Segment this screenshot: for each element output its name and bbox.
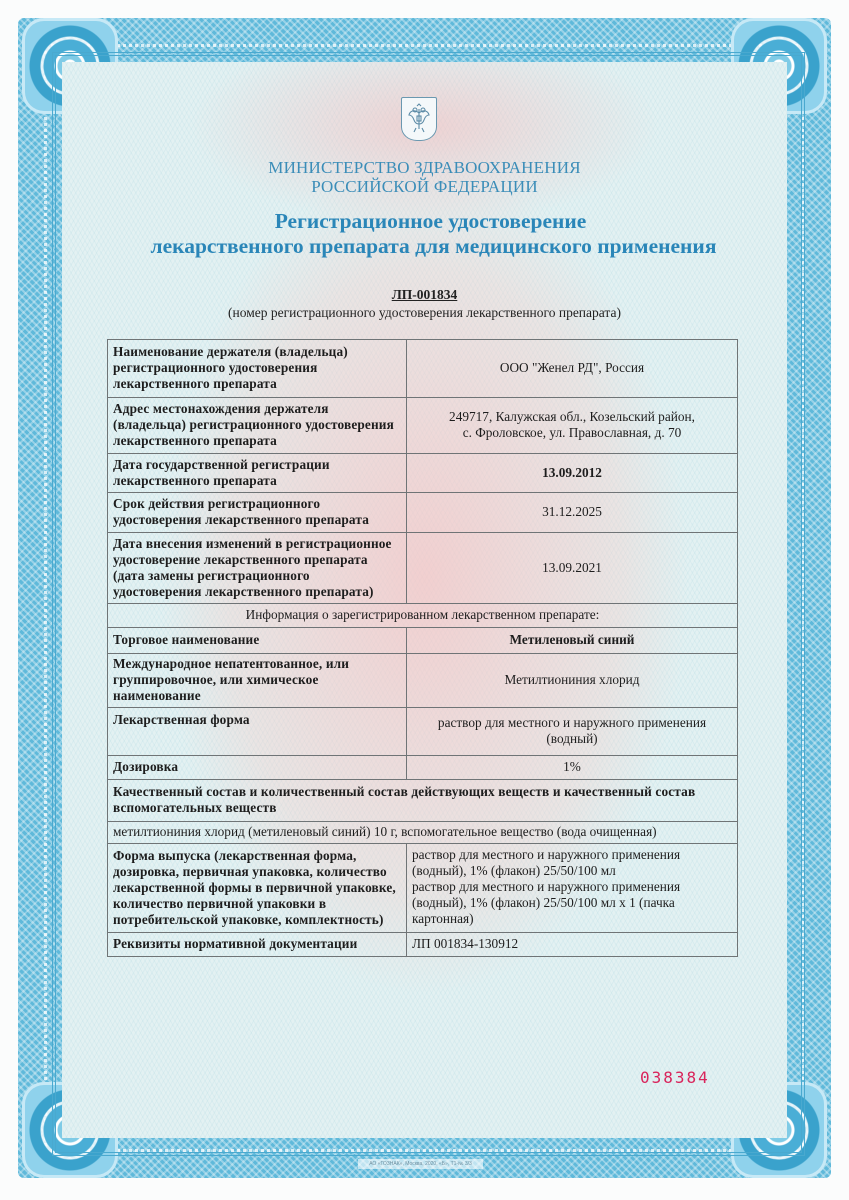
- validity-label: Срок действия регистрационного удостоверения лекарственного препарата: [108, 493, 407, 533]
- table-row-holder-name: [108, 340, 738, 398]
- dosage-form-line1: раствор для местного и наружного применения: [437, 715, 707, 730]
- release-form-value: [407, 844, 738, 933]
- table-row-dosage: [108, 756, 738, 780]
- release-form-line1: раствор для местного и наружного применения (водный), 1% (флакон) 25/50/100 мл: [412, 847, 681, 878]
- coat-of-arms-icon: [401, 97, 437, 141]
- table-row-registration-date: [108, 454, 738, 493]
- table-row-dosage-form: [108, 708, 738, 756]
- table-row-normative-doc: [108, 933, 738, 957]
- table-row-holder-address: [108, 398, 738, 454]
- dosage-label: Дозировка: [108, 756, 407, 780]
- dosage-value: 1%: [407, 756, 738, 780]
- registration-date-label: Дата государственной регистрации лекарственного препарата: [108, 454, 407, 493]
- ministry-name-line2: РОССИЙСКОЙ ФЕДЕРАЦИИ: [311, 177, 538, 196]
- holder-address-line1: 249717, Калужская обл., Козельский район,: [449, 409, 695, 424]
- composition-value: метилтиониния хлорид (метиленовый синий) 10 г, вспомогательное вещество (вода очищенная): [108, 822, 738, 844]
- trade-name-label: Торговое наименование: [108, 628, 407, 654]
- table-row-composition-header: [108, 780, 738, 822]
- inn-label: Международное непатентованное, или группировочное, или химическое наименование: [108, 654, 407, 708]
- table-row-info-header: [108, 604, 738, 628]
- ministry-name-line1: МИНИСТЕРСТВО ЗДРАВООХРАНЕНИЯ: [268, 158, 581, 177]
- table-row-composition-value: [108, 822, 738, 844]
- table-row-trade-name: [108, 628, 738, 654]
- certificate-table: [107, 339, 738, 957]
- table-row-validity: [108, 493, 738, 533]
- table-row-change-date: [108, 533, 738, 604]
- composition-label: Качественный состав и количественный состав действующих веществ и качественный состав вспомогательных веществ: [108, 780, 738, 822]
- registration-number: ЛП-001834: [391, 287, 458, 302]
- change-date-value: 13.09.2021: [407, 533, 738, 604]
- dosage-form-line2: (водный): [546, 731, 598, 746]
- document-title-line2: лекарственного препарата для медицинского применения: [150, 234, 717, 258]
- table-row-release-form: [108, 844, 738, 933]
- registration-number-caption: (номер регистрационного удостоверения лекарственного препарата): [228, 305, 621, 320]
- holder-name-value: ООО "Женел РД", Россия: [407, 340, 738, 398]
- trade-name-value: Метиленовый синий: [407, 628, 738, 654]
- holder-address-label: Адрес местонахождения держателя (владельца) регистрационного удостоверения лекарственного препарата: [108, 398, 407, 454]
- normative-doc-label: Реквизиты нормативной документации: [108, 933, 407, 957]
- change-date-label: Дата внесения изменений в регистрационное удостоверение лекарственного препарата (дата замены регистрационного удостоверения лекарственного препарата): [108, 533, 407, 604]
- registration-date-value: 13.09.2012: [407, 454, 738, 493]
- table-row-inn: [108, 654, 738, 708]
- info-section-header: Информация о зарегистрированном лекарственном препарате:: [108, 604, 738, 628]
- double-headed-eagle-icon: [406, 103, 432, 135]
- printer-imprint: АО «ГОЗНАК», Москва, 2020, «Б», Т1-№ 3/3: [358, 1159, 483, 1169]
- release-form-label: Форма выпуска (лекарственная форма, дозировка, первичная упаковка, количество лекарственной формы в первичной упаковке, количество первичной упаковки в потребительской упаковке, комплектность): [108, 844, 407, 933]
- holder-name-label: Наименование держателя (владельца) регистрационного удостоверения лекарственного препарата: [108, 340, 407, 398]
- holder-address-line2: с. Фроловское, ул. Православная, д. 70: [462, 425, 682, 440]
- holder-address-value: [407, 398, 738, 454]
- release-form-line2: раствор для местного и наружного применения (водный), 1% (флакон) 25/50/100 мл х 1 (пачка картонная): [412, 879, 681, 926]
- inn-value: Метилтиониния хлорид: [407, 654, 738, 708]
- dosage-form-label: Лекарственная форма: [108, 708, 407, 756]
- document-title-line1: Регистрационное удостоверение: [274, 209, 587, 233]
- normative-doc-value: ЛП 001834-130912: [407, 933, 738, 957]
- dosage-form-value: [407, 708, 738, 756]
- serial-number: 038384: [640, 1068, 710, 1087]
- validity-value: 31.12.2025: [407, 493, 738, 533]
